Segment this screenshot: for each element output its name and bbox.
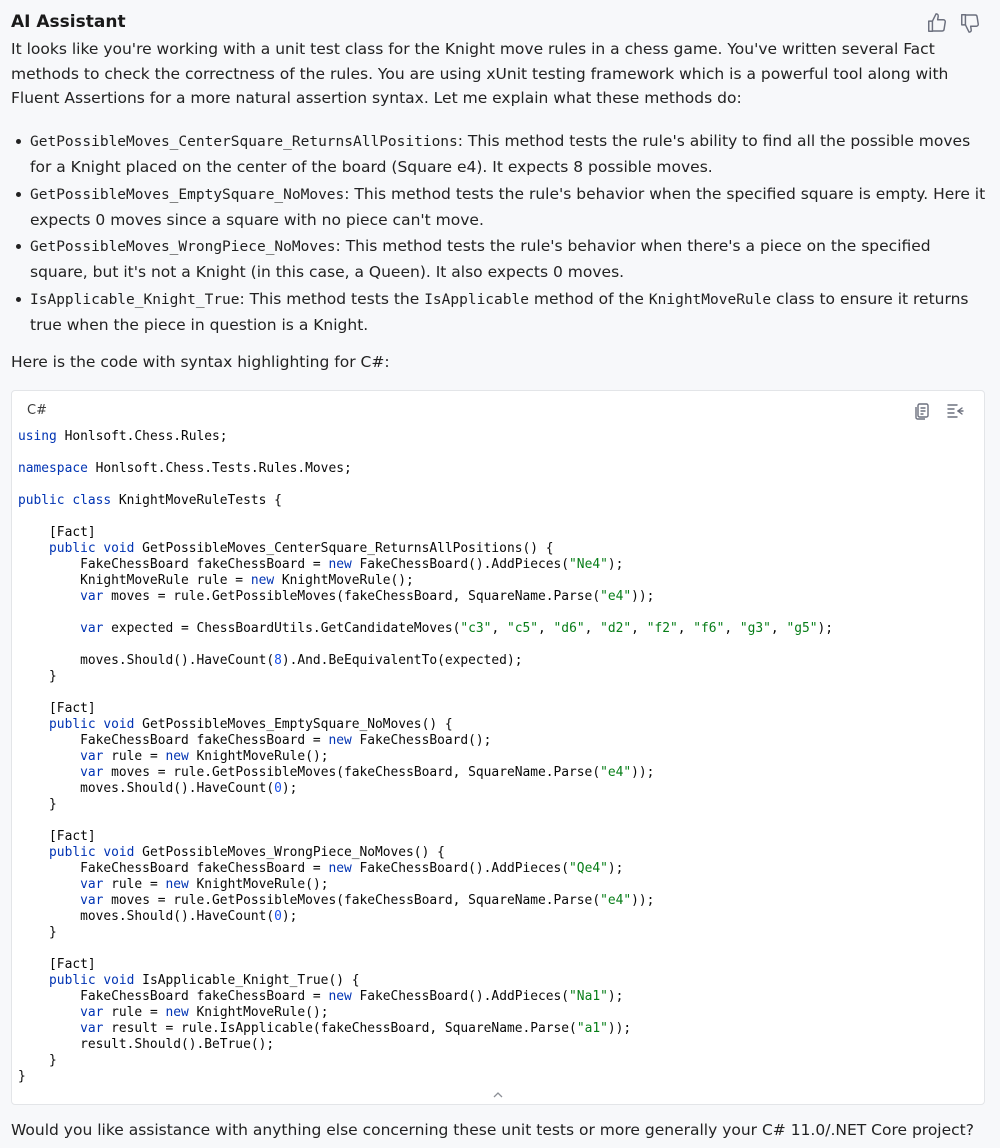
inline-code: KnightMoveRule (648, 291, 772, 308)
code-line (18, 717, 453, 732)
code-keyword: new (328, 733, 352, 748)
code-keyword: var (80, 589, 104, 604)
code-text: } (18, 797, 57, 812)
code-keyword: public void (49, 717, 135, 732)
code-keyword: new (165, 1005, 189, 1020)
code-text: IsApplicable_Knight_True() { (134, 973, 360, 988)
code-number: 0 (274, 909, 282, 924)
list-item (11, 129, 986, 180)
code-keyword: using (18, 429, 57, 444)
code-line (18, 525, 96, 540)
code-text: FakeChessBoard fakeChessBoard = (18, 557, 329, 572)
list-item (11, 287, 986, 338)
code-line (18, 733, 491, 748)
code-line (18, 701, 96, 716)
copy-icon[interactable] (912, 401, 932, 421)
code-keyword: var (80, 621, 104, 636)
code-line (18, 1021, 631, 1036)
thumbs-up-icon[interactable] (926, 12, 948, 34)
code-keyword: new (328, 557, 352, 572)
code-text: } (18, 925, 57, 940)
code-text: [Fact] (18, 829, 96, 844)
method-description: method of the (528, 289, 649, 308)
method-list (11, 129, 986, 339)
code-line (18, 429, 228, 444)
code-text: rule = (103, 877, 166, 892)
code-line (18, 893, 654, 908)
code-text: } (18, 1069, 26, 1084)
code-text: ); (281, 781, 298, 796)
code-text: moves = rule.GetPossibleMoves(fakeChessBoard, SquareName.Parse( (103, 765, 601, 780)
code-text (18, 541, 49, 556)
code-text (18, 621, 80, 636)
panel-title: AI Assistant (11, 12, 126, 32)
code-text: , (491, 621, 507, 636)
code-keyword: public void (49, 973, 135, 988)
code-text: KnightMoveRule(); (274, 573, 414, 588)
code-text: [Fact] (18, 957, 96, 972)
code-text: result = rule.IsApplicable(fakeChessBoard, SquareName.Parse( (103, 1021, 577, 1036)
code-text: GetPossibleMoves_CenterSquare_ReturnsAllPositions() { (134, 541, 554, 556)
code-text: KnightMoveRule rule = (18, 573, 251, 588)
code-block (11, 390, 985, 1105)
code-line (18, 653, 522, 668)
code-text: result.Should().BeTrue(); (18, 1037, 275, 1052)
method-description: : This method tests the (239, 289, 425, 308)
code-text: ); (817, 621, 834, 636)
code-line (18, 461, 352, 476)
code-text: ); (281, 909, 298, 924)
code-number: 0 (274, 781, 282, 796)
code-text: , (677, 621, 694, 636)
code-text: FakeChessBoard fakeChessBoard = (18, 989, 329, 1004)
code-keyword: namespace (18, 461, 88, 476)
code-content[interactable] (18, 429, 833, 1085)
code-text: rule = (103, 1005, 166, 1020)
code-line (18, 973, 360, 988)
code-text: )); (607, 1021, 632, 1036)
code-line (18, 925, 57, 940)
thumbs-down-icon[interactable] (959, 12, 981, 34)
code-text: KnightMoveRule(); (188, 877, 329, 892)
code-text: moves = rule.GetPossibleMoves(fakeChessBoard, SquareName.Parse( (103, 893, 601, 908)
code-string: "f6" (693, 621, 725, 636)
code-line (18, 1053, 57, 1068)
code-text: )); (631, 893, 655, 908)
code-text (18, 717, 49, 732)
code-language-label: C# (27, 403, 47, 418)
code-keyword: var (80, 877, 104, 892)
code-line (18, 573, 414, 588)
code-text (18, 877, 80, 892)
code-text: ); (607, 989, 624, 1004)
code-text: ).And.BeEquivalentTo(expected); (281, 653, 523, 668)
code-text: } (18, 1053, 57, 1068)
code-text: ); (607, 557, 624, 572)
method-description: class to ensure it returns true when the piece in question is a Knight. (30, 289, 969, 334)
code-text: FakeChessBoard().AddPieces( (351, 861, 570, 876)
code-line (18, 781, 297, 796)
code-line (18, 829, 96, 844)
code-text: Honlsoft.Chess.Tests.Rules.Moves; (87, 461, 352, 476)
code-text: KnightMoveRuleTests { (111, 493, 282, 508)
code-string: "a1" (576, 1021, 608, 1036)
code-text (18, 845, 49, 860)
code-text (18, 973, 49, 988)
code-string: "Qe4" (569, 861, 608, 876)
code-text: rule = (103, 749, 166, 764)
code-text: FakeChessBoard(); (351, 733, 492, 748)
code-line (18, 909, 297, 924)
code-string: "d6" (553, 621, 585, 636)
code-string: "e4" (600, 765, 632, 780)
code-line (18, 989, 623, 1004)
code-text: moves.Should().HaveCount( (18, 653, 275, 668)
inline-code: IsApplicable (424, 291, 529, 308)
code-string: "Ne4" (569, 557, 608, 572)
code-line (18, 541, 554, 556)
code-keyword: new (328, 989, 352, 1004)
code-keyword: public void (49, 541, 135, 556)
code-intro-text: Here is the code with syntax highlighting for C#: (11, 353, 390, 371)
code-keyword: new (165, 877, 189, 892)
closing-question: Would you like assistance with anything else concerning these unit tests or more generally your C# 11.0/.NET Core project? (11, 1121, 974, 1139)
code-line (18, 957, 96, 972)
code-text (18, 1021, 80, 1036)
code-text: FakeChessBoard().AddPieces( (351, 557, 570, 572)
code-text: )); (631, 589, 655, 604)
code-string: "e4" (600, 893, 632, 908)
method-description: : This method tests the rule's behavior when there's a piece on the specified square, but it's not a Knight (in this case, a Queen). It also expects 0 moves. (30, 237, 931, 281)
code-keyword: new (165, 749, 189, 764)
code-text: , (538, 621, 554, 636)
code-text: , (631, 621, 647, 636)
code-text: FakeChessBoard().AddPieces( (351, 989, 570, 1004)
code-line (18, 797, 57, 812)
intro-paragraph: It looks like you're working with a unit test class for the Knight move rules in a chess game. You've written several Fact methods to check the correctness of the rules. You are using xUnit testing framework which is a powerful tool along with Fluent Assertions for a more natural assertion syntax. Let me explain what these methods do: (11, 40, 949, 107)
code-keyword: var (80, 1021, 104, 1036)
code-string: "g5" (786, 621, 818, 636)
code-line (18, 621, 833, 636)
code-string: "c5" (506, 621, 539, 636)
code-text (18, 893, 80, 908)
code-line (18, 1037, 274, 1052)
code-text: KnightMoveRule(); (188, 1005, 329, 1020)
code-text: , (724, 621, 740, 636)
code-text: GetPossibleMoves_EmptySquare_NoMoves() { (134, 717, 453, 732)
code-line (18, 557, 623, 572)
code-text: , (584, 621, 601, 636)
code-line (18, 749, 328, 764)
code-line (18, 845, 445, 860)
code-text: )); (631, 765, 655, 780)
code-keyword: new (250, 573, 275, 588)
code-line (18, 589, 654, 604)
code-string: "g3" (739, 621, 771, 636)
code-text: ); (607, 861, 624, 876)
code-text: expected = ChessBoardUtils.GetCandidateMoves( (103, 621, 461, 636)
code-keyword: new (328, 861, 352, 876)
insert-at-caret-icon[interactable] (945, 401, 965, 421)
method-description: : This method tests the rule's behavior when the specified square is empty. Here it expects 0 moves since a square with no piece can't move. (30, 184, 986, 229)
code-text: [Fact] (18, 701, 96, 716)
code-number: 8 (274, 653, 282, 668)
code-text: GetPossibleMoves_WrongPiece_NoMoves() { (134, 845, 445, 860)
code-line (18, 493, 282, 508)
code-text (18, 1005, 80, 1020)
method-name: GetPossibleMoves_WrongPiece_NoMoves (30, 239, 336, 255)
code-string: "f2" (646, 621, 678, 636)
code-string: "e4" (600, 589, 632, 604)
code-keyword: public class (18, 493, 112, 508)
code-text: Honlsoft.Chess.Rules; (56, 429, 228, 444)
code-keyword: var (80, 765, 104, 780)
code-line (18, 877, 328, 892)
code-line (18, 1069, 26, 1084)
method-name: GetPossibleMoves_EmptySquare_NoMoves (30, 186, 345, 203)
code-text: KnightMoveRule(); (188, 749, 329, 764)
code-keyword: var (80, 893, 104, 908)
code-keyword: var (80, 749, 104, 764)
code-text (18, 589, 80, 604)
chevron-up-icon[interactable] (490, 1087, 506, 1101)
code-line (18, 765, 654, 780)
method-description: : This method tests the rule's ability to find all the possible moves for a Knight placed on the center of the board (Square e4). It expects 8 possible moves. (30, 132, 971, 176)
code-string: "Na1" (569, 989, 608, 1004)
code-text: moves = rule.GetPossibleMoves(fakeChessBoard, SquareName.Parse( (103, 589, 601, 604)
list-item (11, 234, 986, 285)
code-keyword: public void (49, 845, 135, 860)
list-item (11, 182, 986, 233)
method-name: IsApplicable_Knight_True (30, 291, 240, 308)
code-text: , (770, 621, 787, 636)
code-keyword: var (80, 1005, 104, 1020)
code-string: "c3" (460, 621, 492, 636)
code-text (18, 749, 80, 764)
code-text: FakeChessBoard fakeChessBoard = (18, 733, 329, 748)
code-text: [Fact] (18, 525, 96, 540)
code-line (18, 1005, 328, 1020)
code-string: "d2" (600, 621, 632, 636)
code-text (18, 765, 80, 780)
code-text: FakeChessBoard fakeChessBoard = (18, 861, 329, 876)
method-name: GetPossibleMoves_CenterSquare_ReturnsAllPositions (30, 134, 458, 150)
code-line (18, 861, 623, 876)
code-text: } (18, 669, 57, 684)
code-line (18, 669, 57, 684)
code-text: moves.Should().HaveCount( (18, 909, 275, 924)
code-text: moves.Should().HaveCount( (18, 781, 275, 796)
